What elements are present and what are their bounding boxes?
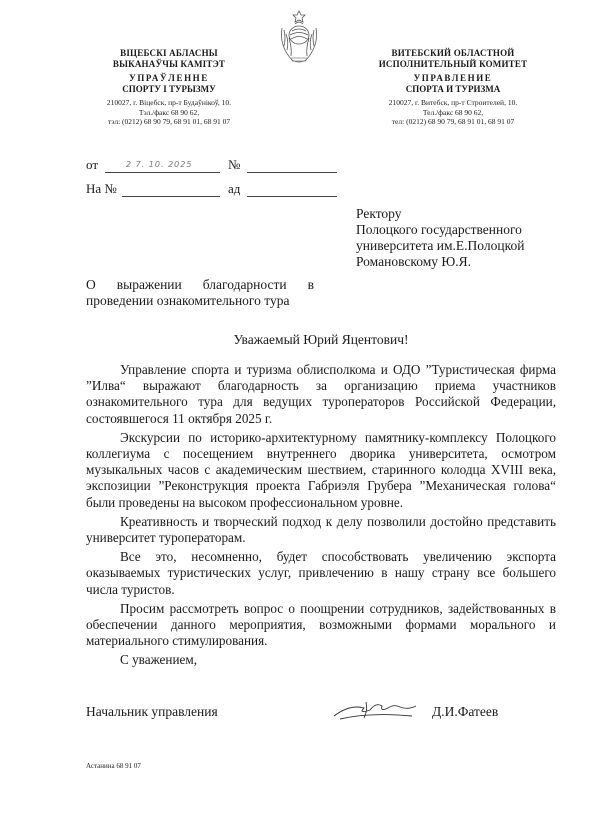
address-ru-line1: 210027, г. Витебск, пр-т Строителей, 10. bbox=[388, 98, 518, 107]
salutation: Уважаемый Юрий Яцентович! bbox=[233, 332, 409, 347]
paragraph-export: Все это, несомненно, будет способствовать увеличению экспорта оказываемых туристических услуг, привлечению в нашу страну все большего числа туристов. bbox=[86, 549, 556, 597]
paragraph-request: Просим рассмотреть вопрос о поощрении сотрудников, задействованных в обеспечении данного мероприятия, возможными формами морального и материального стимулирования. bbox=[86, 600, 556, 649]
subject-line1: О выражении благодарности в bbox=[86, 277, 314, 292]
address-be-line3: тэл: (0212) 68 90 79, 68 91 01, 68 91 07 bbox=[107, 117, 231, 126]
org-name-be-line2: ВЫКАНАЎЧЫ КАМІТЭТ bbox=[112, 59, 226, 69]
reg-on-line bbox=[122, 182, 220, 197]
coat-of-arms-emblem bbox=[274, 8, 324, 68]
reg-date-value: 2 7. 10. 2025 bbox=[126, 160, 193, 169]
dept-name-be-line1: УПРАЎЛЕННЕ bbox=[129, 73, 209, 83]
signature-position: Начальник управления bbox=[86, 704, 218, 719]
paragraph-closing: С уважением, bbox=[120, 652, 197, 668]
reg-ad-label: ад bbox=[228, 181, 241, 196]
paragraph-creativity: Креативность и творческий подход к делу позволили достойно представить университет туроператорам. bbox=[86, 513, 556, 546]
reg-number-line bbox=[247, 158, 337, 173]
subject-line2: проведении ознакомительного тура bbox=[86, 293, 290, 308]
handwritten-signature bbox=[330, 694, 420, 724]
addressee-line2: Полоцкого государственного bbox=[356, 222, 522, 237]
executor-note: Астанина 68 91 07 bbox=[86, 762, 141, 770]
reg-from-label: от bbox=[86, 157, 99, 172]
letter-body bbox=[86, 362, 556, 672]
header-left bbox=[74, 48, 264, 127]
dept-name-ru-line1: УПРАВЛЕНИЕ bbox=[413, 73, 493, 83]
reg-number-label: № bbox=[228, 157, 241, 172]
dept-name-ru-line2: СПОРТА И ТУРИЗМА bbox=[405, 84, 501, 94]
signature-name: Д.И.Фатеев bbox=[432, 704, 499, 719]
header-right bbox=[358, 48, 548, 127]
addressee-line3: университета им.Е.Полоцкой bbox=[356, 238, 525, 253]
address-ru-line3: тел: (0212) 68 90 79, 68 91 01, 68 91 07 bbox=[391, 117, 515, 126]
addressee-block bbox=[356, 206, 571, 270]
addressee-line4: Романовскому Ю.Я. bbox=[356, 254, 472, 269]
org-name-ru-line1: ВИТЕБСКИЙ ОБЛАСТНОЙ bbox=[391, 48, 515, 58]
address-ru-line2: Тел./факс 68 90 62, bbox=[422, 107, 484, 117]
org-name-be-line1: ВІЦЕБСКІ АБЛАСНЫ bbox=[120, 48, 218, 58]
address-be-line1: 210027, г. Віцебск, пр-т Будаўнікоў, 10. bbox=[106, 98, 232, 107]
subject-block bbox=[86, 277, 314, 309]
addressee-line1: Ректору bbox=[356, 206, 402, 221]
reg-on-label: На № bbox=[86, 181, 117, 196]
paragraph-excursion: Экскурсии по историко-архитектурному памятнику-комплексу Полоцкого коллегиума с посещением внутреннего дворика университета, осмотром музыкальных часов с академическим шествием, старинного колодца XVIII века, экспозиции ”Реконструкция проекта Габриэля Грубера ”Механическая голова“ были проведены на высоком профессиональном уровне. bbox=[86, 429, 556, 510]
reg-ad-line bbox=[247, 182, 337, 197]
paragraph-gratitude: Управление спорта и туризма облисполкома и ОДО ”Туристическая фирма ”Илва“ выражают благодарность за организацию приема участников ознакомительного тура для ведущих туроператоров Российской Федерации, состоявшегося 11 октября 2025 г. bbox=[86, 362, 556, 426]
dept-name-be-line2: СПОРТУ І ТУРЫЗМУ bbox=[122, 84, 216, 94]
address-be-line2: Тэл./факс 68 90 62, bbox=[138, 107, 200, 117]
org-name-ru-line2: ИСПОЛНИТЕЛЬНЫЙ КОМИТЕТ bbox=[378, 59, 528, 69]
